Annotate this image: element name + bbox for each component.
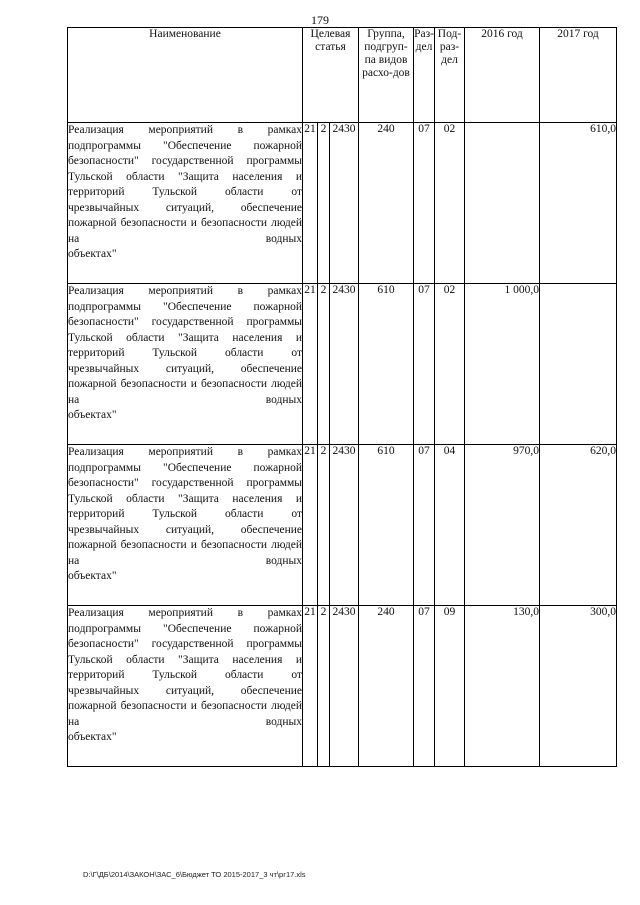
header-2016: 2016 год xyxy=(465,28,540,123)
target-code-2: 2 xyxy=(318,606,330,767)
amount-2016-cell: 130,0 xyxy=(465,606,540,767)
target-code-1: 21 xyxy=(303,606,318,767)
header-subsection: Под-раз-дел xyxy=(435,28,465,123)
section-cell: 07 xyxy=(414,445,435,606)
subsection-cell: 02 xyxy=(435,284,465,445)
budget-table xyxy=(67,27,617,767)
target-code-1: 21 xyxy=(303,445,318,606)
target-code-1: 21 xyxy=(303,284,318,445)
target-code-3: 2430 xyxy=(330,284,359,445)
amount-2017-cell: 610,0 xyxy=(540,123,617,284)
row-name-end: объектах" xyxy=(68,731,117,743)
row-name-text: Реализация мероприятий в рамках подпрограммы "Обеспечение пожарной безопасности" государственной программы Тульской области "Защита населения и территорий Тульской области от чрезвычайных ситуаций, обеспечение пожарной безопасности и безопасности людей на водных xyxy=(68,124,302,245)
expense-group-cell: 240 xyxy=(359,123,414,284)
table-row xyxy=(68,445,617,606)
target-code-3: 2430 xyxy=(330,123,359,284)
row-name-end: объектах" xyxy=(68,409,117,421)
expense-group-cell: 610 xyxy=(359,445,414,606)
section-cell: 07 xyxy=(414,606,435,767)
amount-2017-cell: 300,0 xyxy=(540,606,617,767)
table-row xyxy=(68,606,617,767)
subsection-cell: 09 xyxy=(435,606,465,767)
row-name-text: Реализация мероприятий в рамках подпрограммы "Обеспечение пожарной безопасности" государственной программы Тульской области "Защита населения и территорий Тульской области от чрезвычайных ситуаций, обеспечение пожарной безопасности и безопасности людей на водных xyxy=(68,285,302,406)
amount-2016-cell xyxy=(465,123,540,284)
target-code-1: 21 xyxy=(303,123,318,284)
target-code-3: 2430 xyxy=(330,445,359,606)
section-cell: 07 xyxy=(414,284,435,445)
header-name: Наименование xyxy=(68,28,303,123)
target-code-2: 2 xyxy=(318,123,330,284)
row-name xyxy=(68,445,303,606)
amount-2016-cell: 1 000,0 xyxy=(465,284,540,445)
row-name xyxy=(68,123,303,284)
target-code-2: 2 xyxy=(318,445,330,606)
row-name xyxy=(68,606,303,767)
subsection-cell: 02 xyxy=(435,123,465,284)
expense-group-cell: 240 xyxy=(359,606,414,767)
row-name xyxy=(68,284,303,445)
header-target-article: Целевая статья xyxy=(303,28,359,123)
amount-2017-cell xyxy=(540,284,617,445)
row-name-end: объектах" xyxy=(68,248,117,260)
section-cell: 07 xyxy=(414,123,435,284)
row-name-text: Реализация мероприятий в рамках подпрограммы "Обеспечение пожарной безопасности" государственной программы Тульской области "Защита населения и территорий Тульской области от чрезвычайных ситуаций, обеспечение пожарной безопасности и безопасности людей на водных xyxy=(68,446,302,567)
expense-group-cell: 610 xyxy=(359,284,414,445)
page-number: 179 xyxy=(311,13,329,27)
header-expense-group: Группа, подгруп-па видов расхо-дов xyxy=(359,28,414,123)
row-name-text: Реализация мероприятий в рамках подпрограммы "Обеспечение пожарной безопасности" государственной программы Тульской области "Защита населения и территорий Тульской области от чрезвычайных ситуаций, обеспечение пожарной безопасности и безопасности людей на водных xyxy=(68,607,302,728)
table-row xyxy=(68,284,617,445)
table-row xyxy=(68,123,617,284)
subsection-cell: 04 xyxy=(435,445,465,606)
row-name-end: объектах" xyxy=(68,570,117,582)
header-section: Раз-дел xyxy=(414,28,435,123)
target-code-3: 2430 xyxy=(330,606,359,767)
file-path-footer: D:\Г\ДБ\2014\ЗАКОН\ЗАС_6\Бюджет ТО 2015-2017_3 чт\рг17.xls xyxy=(83,870,306,879)
target-code-2: 2 xyxy=(318,284,330,445)
header-row xyxy=(68,28,617,123)
amount-2017-cell: 620,0 xyxy=(540,445,617,606)
amount-2016-cell: 970,0 xyxy=(465,445,540,606)
header-2017: 2017 год xyxy=(540,28,617,123)
